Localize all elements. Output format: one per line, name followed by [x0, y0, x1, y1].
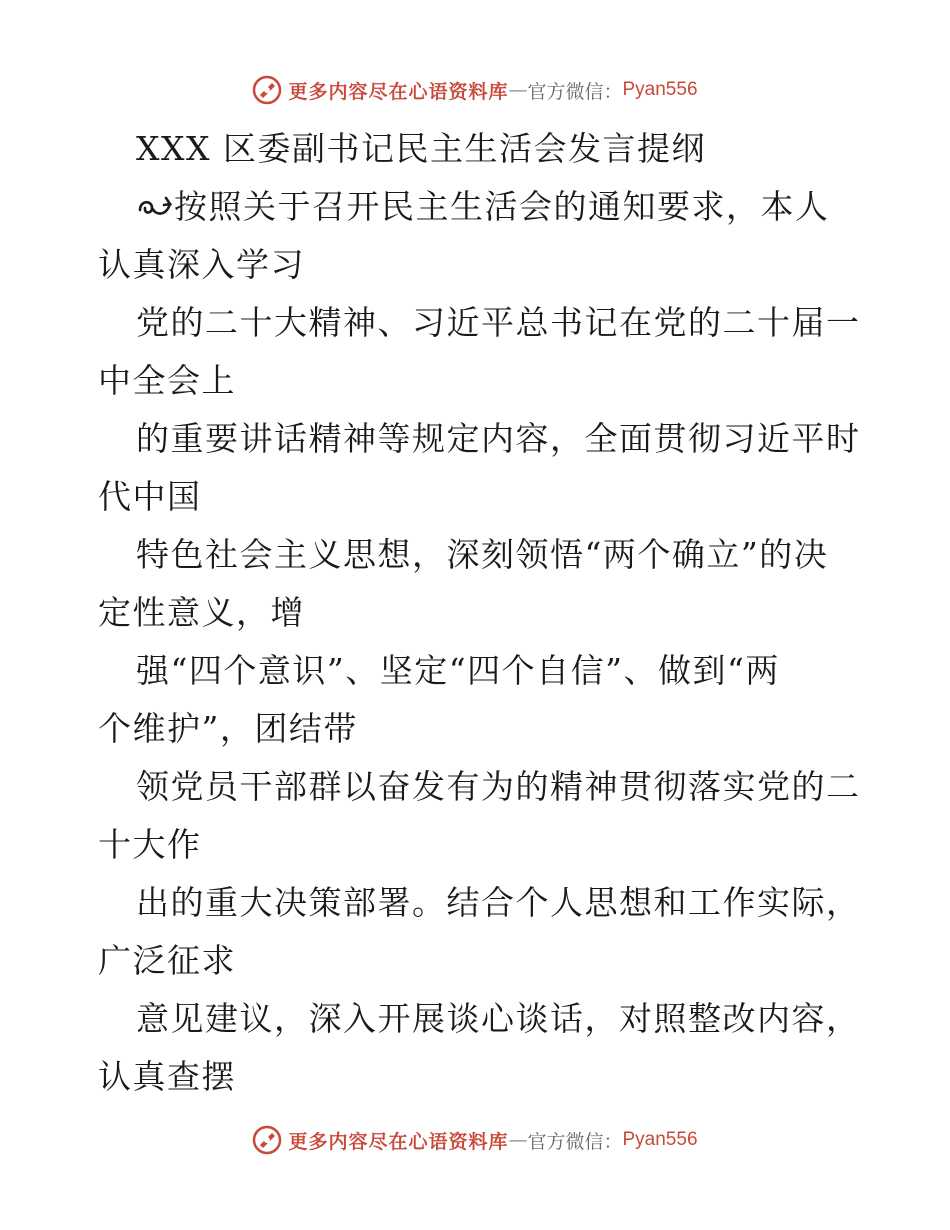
- seal-logo-icon: [252, 1125, 282, 1155]
- paragraph-line: 的重要讲话精神等规定内容，全面贯彻习近平时: [136, 419, 861, 458]
- paragraph-text: 按照关于召开民主生活会的通知要求，本人: [174, 187, 830, 226]
- watermark-main-text: 更多内容尽在心语资料库: [288, 1130, 509, 1153]
- ornament-icon: [136, 192, 174, 222]
- paragraph-line: 十大作: [98, 825, 202, 864]
- paragraph-line: 中全会上: [98, 361, 236, 400]
- seal-logo-icon: [252, 75, 282, 105]
- watermark-wechat-id: Pyan556: [622, 1129, 698, 1150]
- header-watermark: [0, 72, 950, 108]
- watermark-wechat-id: Pyan556: [622, 79, 698, 100]
- paragraph-line: [98, 178, 858, 236]
- watermark-separator: —: [508, 1129, 528, 1151]
- document-body: [98, 120, 861, 1106]
- paragraph-line: 认真深入学习: [98, 245, 305, 284]
- watermark-main-text: 更多内容尽在心语资料库: [288, 80, 509, 103]
- paragraph-line: 个维护”，团结带: [98, 709, 358, 748]
- paragraph-line: 意见建议，深入开展谈心谈话，对照整改内容，: [136, 999, 861, 1038]
- watermark-wechat-label: 官方微信：: [527, 1130, 623, 1153]
- document-title: XXX 区委副书记民主生活会发言提纲: [136, 129, 706, 168]
- watermark-wechat-label: 官方微信：: [527, 80, 623, 103]
- watermark-separator: —: [508, 79, 528, 101]
- paragraph-line: 广泛征求: [98, 941, 236, 980]
- paragraph-line: 认真查摆: [98, 1057, 236, 1096]
- paragraph-line: 强“四个意识”、坚定“四个自信”、做到“两: [136, 651, 780, 690]
- paragraph-line: 党的二十大精神、习近平总书记在党的二十届一: [136, 303, 861, 342]
- paragraph-line: 出的重大决策部署。结合个人思想和工作实际，: [136, 883, 861, 922]
- paragraph-line: 定性意义，增: [98, 593, 305, 632]
- footer-watermark: [0, 1122, 950, 1158]
- paragraph-line: 特色社会主义思想，深刻领悟“两个确立”的决: [136, 535, 829, 574]
- paragraph-line: 代中国: [98, 477, 202, 516]
- paragraph-line: 领党员干部群以奋发有为的精神贯彻落实党的二: [136, 767, 861, 806]
